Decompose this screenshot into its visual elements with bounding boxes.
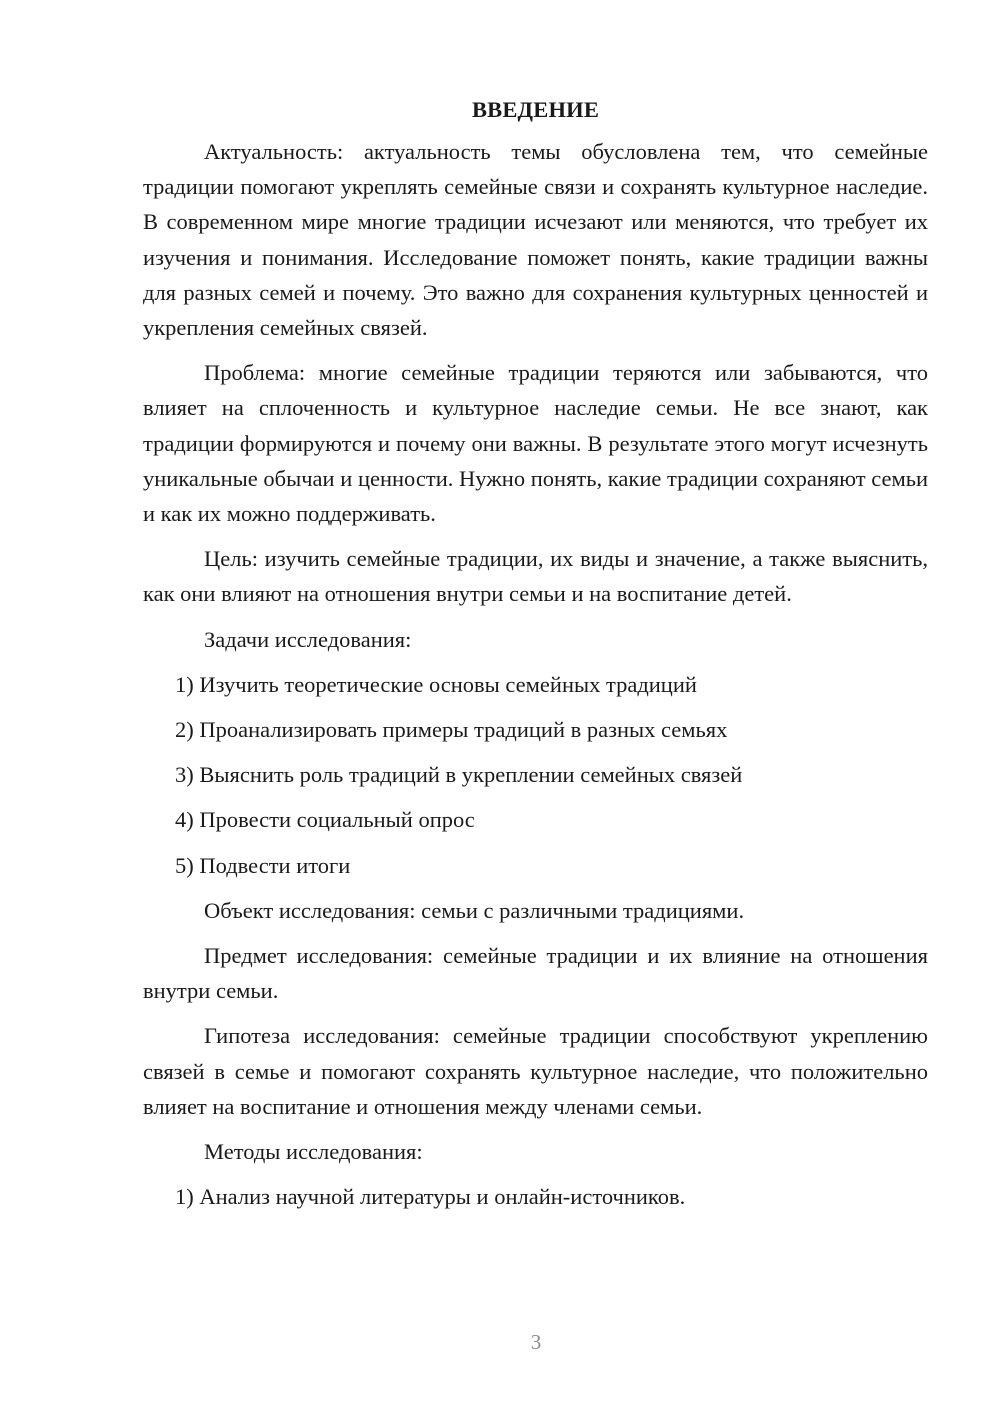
list-item: 1) Изучить теоретические основы семейных традиций — [175, 671, 697, 697]
list-item: 3) Выяснить роль традиций в укреплении семейных связей — [175, 762, 743, 788]
list-item: 2) Проанализировать примеры традиций в разных семьях — [175, 717, 728, 743]
tasks-list — [143, 667, 928, 883]
relevance-paragraph: Актуальность: актуальность темы обусловлена тем, что семейные традиции помогают укреплять семейные связи и сохранять культурное наследие. В современном мире многие традиции исчезают или меняются, что требует их изучения и понимания. Исследование поможет понять, какие традиции важны для разных семей и почему. Это важно для сохранения культурных ценностей и укрепления семейных связей. — [143, 139, 928, 341]
section-title: ВВЕДЕНИЕ — [471, 97, 600, 122]
document-page — [143, 92, 928, 1224]
methods-list — [143, 1179, 928, 1214]
hypothesis-paragraph: Гипотеза исследования: семейные традиции способствуют укреплению связей в семье и помогают сохранять культурное наследие, что положительно влияет на воспитание и отношения между членами семьи. — [143, 1023, 928, 1119]
problem-paragraph: Проблема: многие семейные традиции теряются или забываются, что влияет на сплоченность и культурное наследие семьи. Не все знают, как традиции формируются и почему они важны. В результате этого могут исчезнуть уникальные обычаи и ценности. Нужно понять, какие традиции сохраняют семьи и как их можно поддерживать. — [143, 360, 928, 527]
subject-paragraph: Предмет исследования: семейные традиции и их влияние на отношения внутри семьи. — [143, 943, 928, 1004]
list-item: 1) Анализ научной литературы и онлайн-источников. — [175, 1184, 686, 1210]
tasks-heading: Задачи исследования: — [204, 626, 412, 652]
list-item: 4) Провести социальный опрос — [175, 807, 475, 833]
object-paragraph: Объект исследования: семьи с различными традициями. — [204, 897, 745, 923]
page-number: 3 — [530, 1330, 542, 1354]
goal-paragraph: Цель: изучить семейные традиции, их виды и значение, а также выяснить, как они влияют на отношения внутри семьи и на воспитание детей. — [143, 546, 928, 607]
list-item: 5) Подвести итоги — [175, 852, 351, 878]
methods-heading: Методы исследования: — [204, 1139, 423, 1165]
